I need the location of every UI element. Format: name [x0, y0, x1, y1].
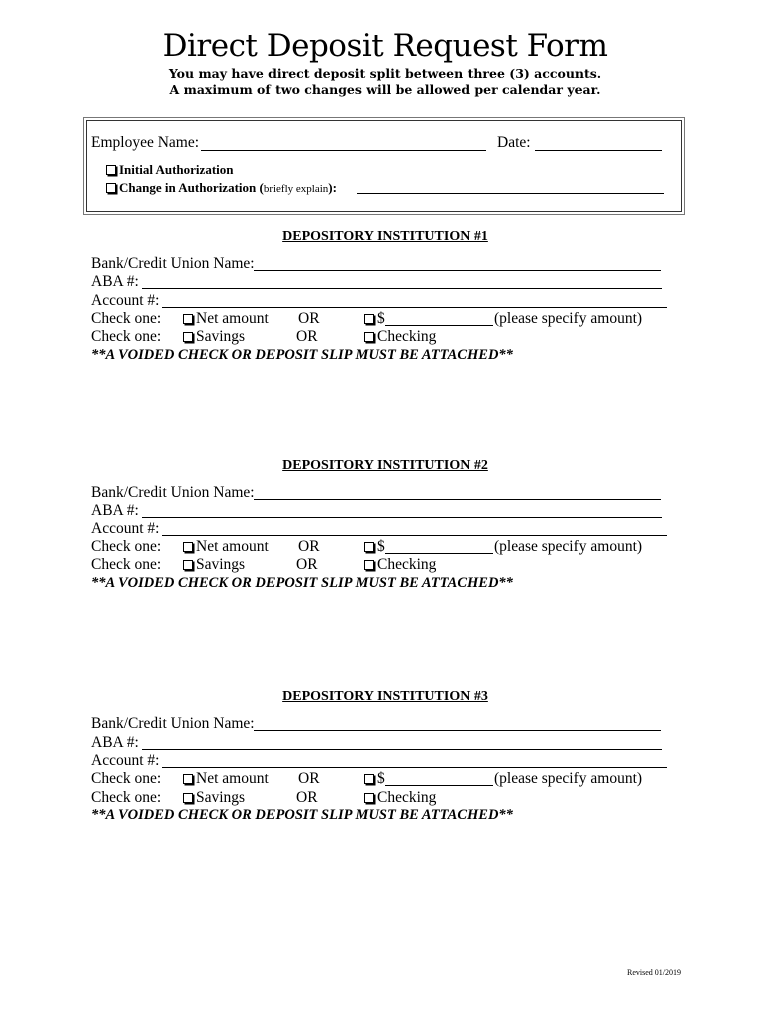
amount-option[interactable]	[364, 770, 385, 788]
form-subtitle-changes: A maximum of two changes will be allowed per calendar year.	[169, 82, 601, 97]
savings-checkbox[interactable]	[183, 793, 193, 803]
checking-option[interactable]	[364, 789, 436, 807]
aba-label: ABA #:	[91, 273, 139, 290]
initial-authorization-label: Initial Authorization	[119, 162, 234, 177]
amount-field[interactable]	[385, 785, 493, 786]
revision-date: Revised 01/2019	[627, 968, 681, 977]
account-label: Account #:	[91, 520, 160, 537]
section-title: DEPOSITORY INSTITUTION #3	[282, 689, 488, 704]
checking-option[interactable]	[364, 556, 436, 574]
savings-label: Savings	[196, 556, 246, 573]
checking-label: Checking	[377, 789, 437, 806]
savings-checkbox[interactable]	[183, 332, 193, 342]
check-one-label: Check one:	[91, 538, 162, 555]
bank-name-label: Bank/Credit Union Name:	[91, 715, 255, 732]
initial-authorization-checkbox[interactable]	[106, 165, 116, 175]
net-amount-label: Net amount	[196, 538, 269, 555]
savings-option[interactable]	[183, 328, 245, 346]
checking-checkbox[interactable]	[364, 560, 374, 570]
aba-field[interactable]	[142, 517, 662, 518]
amount-field[interactable]	[385, 553, 493, 554]
dollar-sign: $	[377, 538, 385, 555]
specify-amount-label: (please specify amount)	[494, 770, 643, 787]
or-label: OR	[296, 328, 318, 345]
amount-checkbox[interactable]	[364, 542, 374, 552]
or-label: OR	[296, 789, 318, 806]
dollar-sign: $	[377, 770, 385, 787]
dollar-sign: $	[377, 310, 385, 327]
savings-option[interactable]	[183, 789, 245, 807]
or-label: OR	[298, 770, 320, 787]
change-explanation-field[interactable]	[357, 193, 664, 194]
account-field[interactable]	[162, 535, 667, 536]
employee-name-field[interactable]	[201, 150, 486, 151]
amount-option[interactable]	[364, 310, 385, 328]
section-title: DEPOSITORY INSTITUTION #1	[282, 229, 488, 244]
change-authorization-hint: briefly explain	[263, 183, 329, 195]
specify-amount-label: (please specify amount)	[494, 538, 643, 555]
specify-amount-label: (please specify amount)	[494, 310, 643, 327]
check-one-label: Check one:	[91, 310, 162, 327]
net-amount-option[interactable]	[183, 770, 269, 788]
account-label: Account #:	[91, 292, 160, 309]
form-subtitle-split: You may have direct deposit split between three (3) accounts.	[168, 66, 602, 81]
aba-label: ABA #:	[91, 502, 139, 519]
check-one-label: Check one:	[91, 770, 162, 787]
account-label: Account #:	[91, 752, 160, 769]
bank-name-field[interactable]	[254, 730, 661, 731]
change-authorization-label: Change in Authorization (	[119, 180, 264, 195]
savings-label: Savings	[196, 328, 246, 345]
check-one-label: Check one:	[91, 789, 162, 806]
net-amount-checkbox[interactable]	[183, 314, 193, 324]
checking-checkbox[interactable]	[364, 793, 374, 803]
or-label: OR	[298, 538, 320, 555]
amount-option[interactable]	[364, 538, 385, 556]
check-one-label: Check one:	[91, 328, 162, 345]
net-amount-label: Net amount	[196, 770, 269, 787]
checking-checkbox[interactable]	[364, 332, 374, 342]
savings-option[interactable]	[183, 556, 245, 574]
voided-check-notice: **A VOIDED CHECK OR DEPOSIT SLIP MUST BE ATTACHED**	[91, 575, 513, 591]
change-authorization-suffix: ):	[328, 180, 337, 195]
net-amount-checkbox[interactable]	[183, 774, 193, 784]
bank-name-label: Bank/Credit Union Name:	[91, 484, 255, 501]
net-amount-checkbox[interactable]	[183, 542, 193, 552]
net-amount-option[interactable]	[183, 310, 269, 328]
amount-checkbox[interactable]	[364, 774, 374, 784]
amount-checkbox[interactable]	[364, 314, 374, 324]
or-label: OR	[298, 310, 320, 327]
date-field[interactable]	[535, 150, 662, 151]
section-title: DEPOSITORY INSTITUTION #2	[282, 458, 488, 473]
savings-checkbox[interactable]	[183, 560, 193, 570]
net-amount-label: Net amount	[196, 310, 269, 327]
checking-label: Checking	[377, 556, 437, 573]
bank-name-field[interactable]	[254, 499, 661, 500]
checking-option[interactable]	[364, 328, 436, 346]
amount-field[interactable]	[385, 325, 493, 326]
change-authorization-checkbox[interactable]	[106, 183, 116, 193]
aba-field[interactable]	[142, 749, 662, 750]
voided-check-notice: **A VOIDED CHECK OR DEPOSIT SLIP MUST BE ATTACHED**	[91, 807, 513, 823]
account-field[interactable]	[162, 307, 667, 308]
change-authorization-option[interactable]	[106, 180, 337, 197]
voided-check-notice: **A VOIDED CHECK OR DEPOSIT SLIP MUST BE ATTACHED**	[91, 347, 513, 363]
employee-name-label: Employee Name:	[91, 134, 200, 151]
savings-label: Savings	[196, 789, 246, 806]
or-label: OR	[296, 556, 318, 573]
account-field[interactable]	[162, 767, 667, 768]
net-amount-option[interactable]	[183, 538, 269, 556]
form-title: Direct Deposit Request Form	[162, 28, 608, 64]
initial-authorization-option[interactable]	[106, 162, 234, 178]
aba-label: ABA #:	[91, 734, 139, 751]
checking-label: Checking	[377, 328, 437, 345]
aba-field[interactable]	[142, 288, 662, 289]
check-one-label: Check one:	[91, 556, 162, 573]
date-label: Date:	[497, 134, 531, 151]
bank-name-label: Bank/Credit Union Name:	[91, 255, 255, 272]
bank-name-field[interactable]	[254, 270, 661, 271]
